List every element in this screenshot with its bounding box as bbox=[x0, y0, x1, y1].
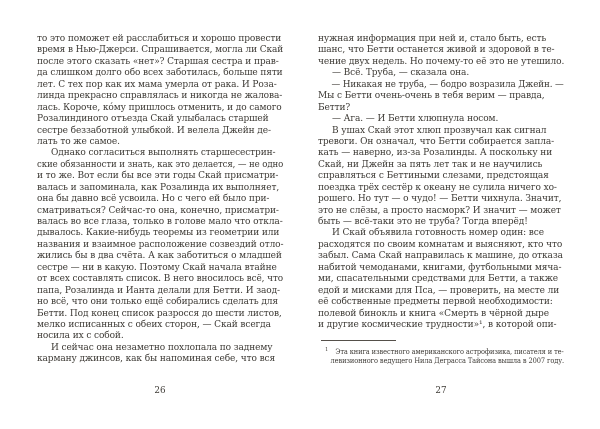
page-left-text bbox=[37, 0, 283, 366]
text-line: Мы с Бетти очень-очень в тебя верим — правда, bbox=[318, 91, 545, 102]
footnote-line bbox=[318, 345, 564, 357]
text-line: жились бы в два счёта. А как заботиться о младшей bbox=[37, 251, 282, 262]
text-line: И сейчас она незаметно похлопала по заднему bbox=[51, 342, 273, 353]
text-line: Бетти. Под конец список разросся до шести листов, bbox=[37, 308, 282, 319]
text-line: валась и запоминала, как Розалинда их выполняет, bbox=[37, 182, 280, 193]
text-line: И Скай объявила готовность номер один: все bbox=[332, 228, 544, 239]
page-right-text bbox=[318, 0, 564, 331]
footnote-text: Эта книга известного американского астрофизика, писателя и те- bbox=[335, 347, 564, 357]
text-line: да слишком долго обо всех заботилась, больше пяти bbox=[37, 68, 283, 79]
text-line: от всех составлять список. В него вносилось всё, что bbox=[37, 274, 284, 285]
text-line: время в Нью-Джерси. Спрашивается, могла ли Скай bbox=[37, 45, 284, 56]
text-line: Скай, ни Джейн за пять лет так и не научились bbox=[318, 159, 543, 170]
text-line: карману джинсов, как бы напоминая себе, что вся bbox=[37, 354, 276, 365]
text-line: Однако согласиться выполнять старшесестрин- bbox=[51, 148, 276, 159]
text-line: названия и взаимное расположение созвездий отло- bbox=[37, 239, 284, 250]
text-line: и то же. Вот если бы все эти годы Скай присматри- bbox=[37, 171, 279, 182]
text-line: ми, спасательными средствами для Бетти, а также bbox=[318, 274, 558, 285]
text-line: поездка трёх сестёр к океану не сулила ничего хо- bbox=[318, 182, 557, 193]
page-number-left: 26 bbox=[154, 386, 166, 396]
text-line: сматриваться? Сейчас-то она, конечно, присматри- bbox=[37, 205, 279, 216]
text-line: В ушах Скай этот хлюп прозвучал как сигнал bbox=[332, 125, 547, 136]
text-line: сестре беззаботной улыбкой. И велела Джейн де- bbox=[37, 125, 271, 136]
text-line: валась во все глаза, только в голове мало что откла- bbox=[37, 217, 283, 227]
text-line: шанс, что Бетти останется живой и здоровой в те- bbox=[318, 45, 555, 56]
text-line: мелко исписанных с обеих сторон, — Скай всегда bbox=[37, 319, 271, 330]
text-line: то это поможет ей расслабиться и хорошо провести bbox=[37, 34, 282, 44]
text-line: полевой бинокль и книга «Смерть в чёрной дыре bbox=[318, 308, 549, 319]
footnote bbox=[318, 340, 564, 366]
footnote-divider bbox=[321, 340, 396, 341]
text-line: — Никакая не труба, — бодро возразила Джейн. — bbox=[331, 79, 564, 90]
text-line: Бетти? bbox=[318, 102, 351, 113]
text-line: её собственные предметы первой необходимости: bbox=[318, 297, 553, 308]
text-line: рошего. Но тут — о чудо! — Бетти чихнула. Значит, bbox=[318, 194, 562, 205]
text-line: после этого сказать «нет»? Старшая сестра и прав- bbox=[37, 56, 279, 67]
text-line: и другие космические трудности»¹, в которой опи- bbox=[318, 319, 557, 330]
text-line: Розалиндиного отъезда Скай улыбалась старшей bbox=[37, 114, 269, 125]
text-line: — Всё. Труба, — сказала она. bbox=[332, 68, 470, 79]
text-line: лет. С тех пор как их мама умерла от рака. И Роза- bbox=[37, 79, 277, 90]
text-line: чение двух недель. Но почему-то её это не утешило. bbox=[318, 56, 565, 67]
text-line: нужная информация при ней и, стало быть, есть bbox=[318, 34, 547, 44]
footnote-line: левизионного ведущего Нила Деграсса Тайсона вышла в 2007 году. bbox=[330, 355, 565, 365]
text-line: кать — наверно, из-за Розалинды. А поскольку ни bbox=[318, 148, 553, 159]
text-line: сестре — ни в какую. Поэтому Скай начала втайне bbox=[37, 262, 277, 273]
text-line: дывалось. Какие-нибудь теоремы из геометрии или bbox=[37, 228, 280, 239]
text-line: тревоги. Он означал, что Бетти собирается запла- bbox=[318, 136, 555, 147]
text-line: папа, Розалинда и Ианта делали для Бетти. И заод- bbox=[37, 285, 280, 296]
text-line: лать то же самое. bbox=[37, 136, 120, 147]
text-line: справляться с Беттиными слезами, предстоящая bbox=[318, 171, 549, 182]
text-line: линда прекрасно справлялась и никогда не жалова- bbox=[37, 91, 283, 102]
text-line: она бы давно всё усвоила. Но с чего ей было при- bbox=[37, 194, 270, 205]
page-number-right: 27 bbox=[435, 386, 447, 396]
page-left bbox=[37, 0, 283, 429]
text-line: расходятся по своим комнатам и выясняют, кто что bbox=[318, 239, 563, 250]
text-line: носила их с собой. bbox=[37, 331, 124, 342]
text-line: забыл. Сама Скай направилась к машине, до отказа bbox=[318, 251, 563, 262]
text-line: лась. Короче, ко́му пришлось отменить, и до самого bbox=[37, 102, 282, 113]
text-line: ские обязанности и знать, как это делается, — не одно bbox=[37, 159, 284, 170]
text-line: быть — всё-таки это не труба? Тогда вперёд! bbox=[318, 217, 528, 227]
text-line: — Ага. — И Бетти хлюпнула носом. bbox=[332, 114, 499, 125]
text-line: это не слёзы, а просто насморк? И значит — может bbox=[318, 205, 561, 216]
text-line: но всё, что они только ещё собирались сделать для bbox=[37, 297, 279, 308]
page-right bbox=[318, 0, 564, 429]
footnote-marker: 1 bbox=[325, 347, 329, 354]
text-line: набитой чемоданами, книгами, футбольными мяча- bbox=[318, 262, 562, 273]
text-line: едой и мисками для Пса, — проверить, на месте ли bbox=[318, 285, 560, 296]
